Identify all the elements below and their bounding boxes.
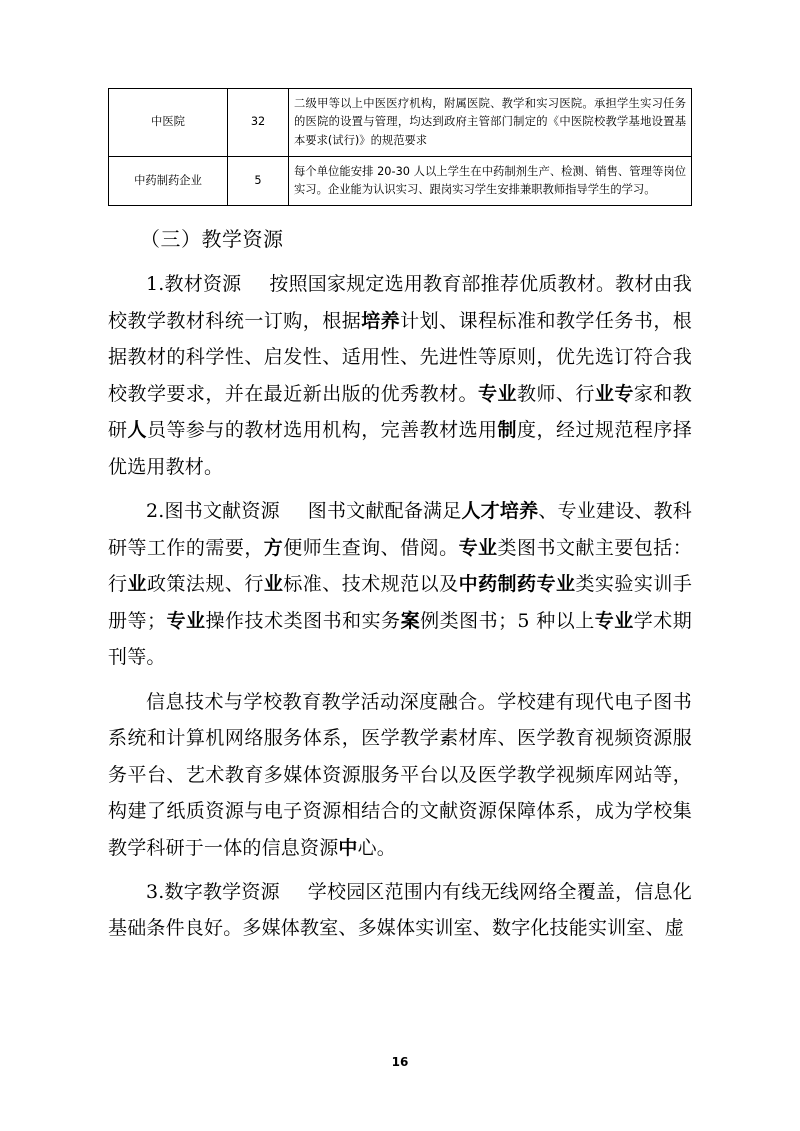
paragraph-digital-resources: 3.数字教学资源 学校园区范围内有线无线网络全覆盖，信息化基础条件良好。多媒体教室、多媒体实训室、数字化技能实训室、虚 [108, 880, 692, 940]
table-cell-count: 5 [228, 156, 289, 206]
table-cell-count: 32 [228, 89, 289, 157]
table-cell-name: 中医院 [109, 89, 228, 157]
table-body [109, 89, 692, 206]
table-row [109, 89, 692, 157]
table-cell-description: 二级甲等以上中医医疗机构，附属医院、教学和实习医院。承担学生实习任务的医院的设置与管理，均达到政府主管部门制定的《中医院校教学基地设置基本要求(试行)》的规范要求 [289, 89, 692, 157]
page-number: 16 [391, 1055, 409, 1069]
section-heading: （三）教学资源 [140, 227, 284, 252]
paragraph-library-resources: 2.图书文献资源 图书文献配备满足人才培养、专业建设、教科研等工作的需要，方便师生查询、借阅。专业类图书文献主要包括：行业政策法规、行业标准、技术规范以及中药制药专业类实验实训手册等；专业操作技术类图书和实务案例类图书；5 种以上专业学术期刊等。 [108, 500, 693, 669]
practice-base-table [108, 88, 692, 206]
paragraph-teaching-materials: 1.教材资源 按照国家规定选用教育部推荐优质教材。教材由我校教学教材科统一订购，根据培养计划、课程标准和教学任务书，根据教材的科学性、启发性、适用性、先进性等原则，优先选订符合我校教学要求，并在最近新出版的优秀教材。专业教师、行业专家和教研人员等参与的教材选用机构，完善教材选用制度，经过规范程序择优选用教材。 [108, 273, 693, 478]
table-cell-description: 每个单位能安排 20-30 人以上学生在中药制剂生产、检测、销售、管理等岗位实习。企业能为认识实习、跟岗实习学生安排兼职教师指导学生的学习。 [289, 156, 692, 206]
paragraph-information-technology: 信息技术与学校教育教学活动深度融合。学校建有现代电子图书系统和计算机网络服务体系，医学教学素材库、医学教育视频资源服务平台、艺术教育多媒体资源服务平台以及医学教学视频库网站等，构建了纸质资源与电子资源相结合的文献资源保障体系，成为学校集教学科研于一体的信息资源中心。 [108, 690, 692, 859]
table-row [109, 156, 692, 206]
table-cell-name: 中药制药企业 [109, 156, 228, 206]
